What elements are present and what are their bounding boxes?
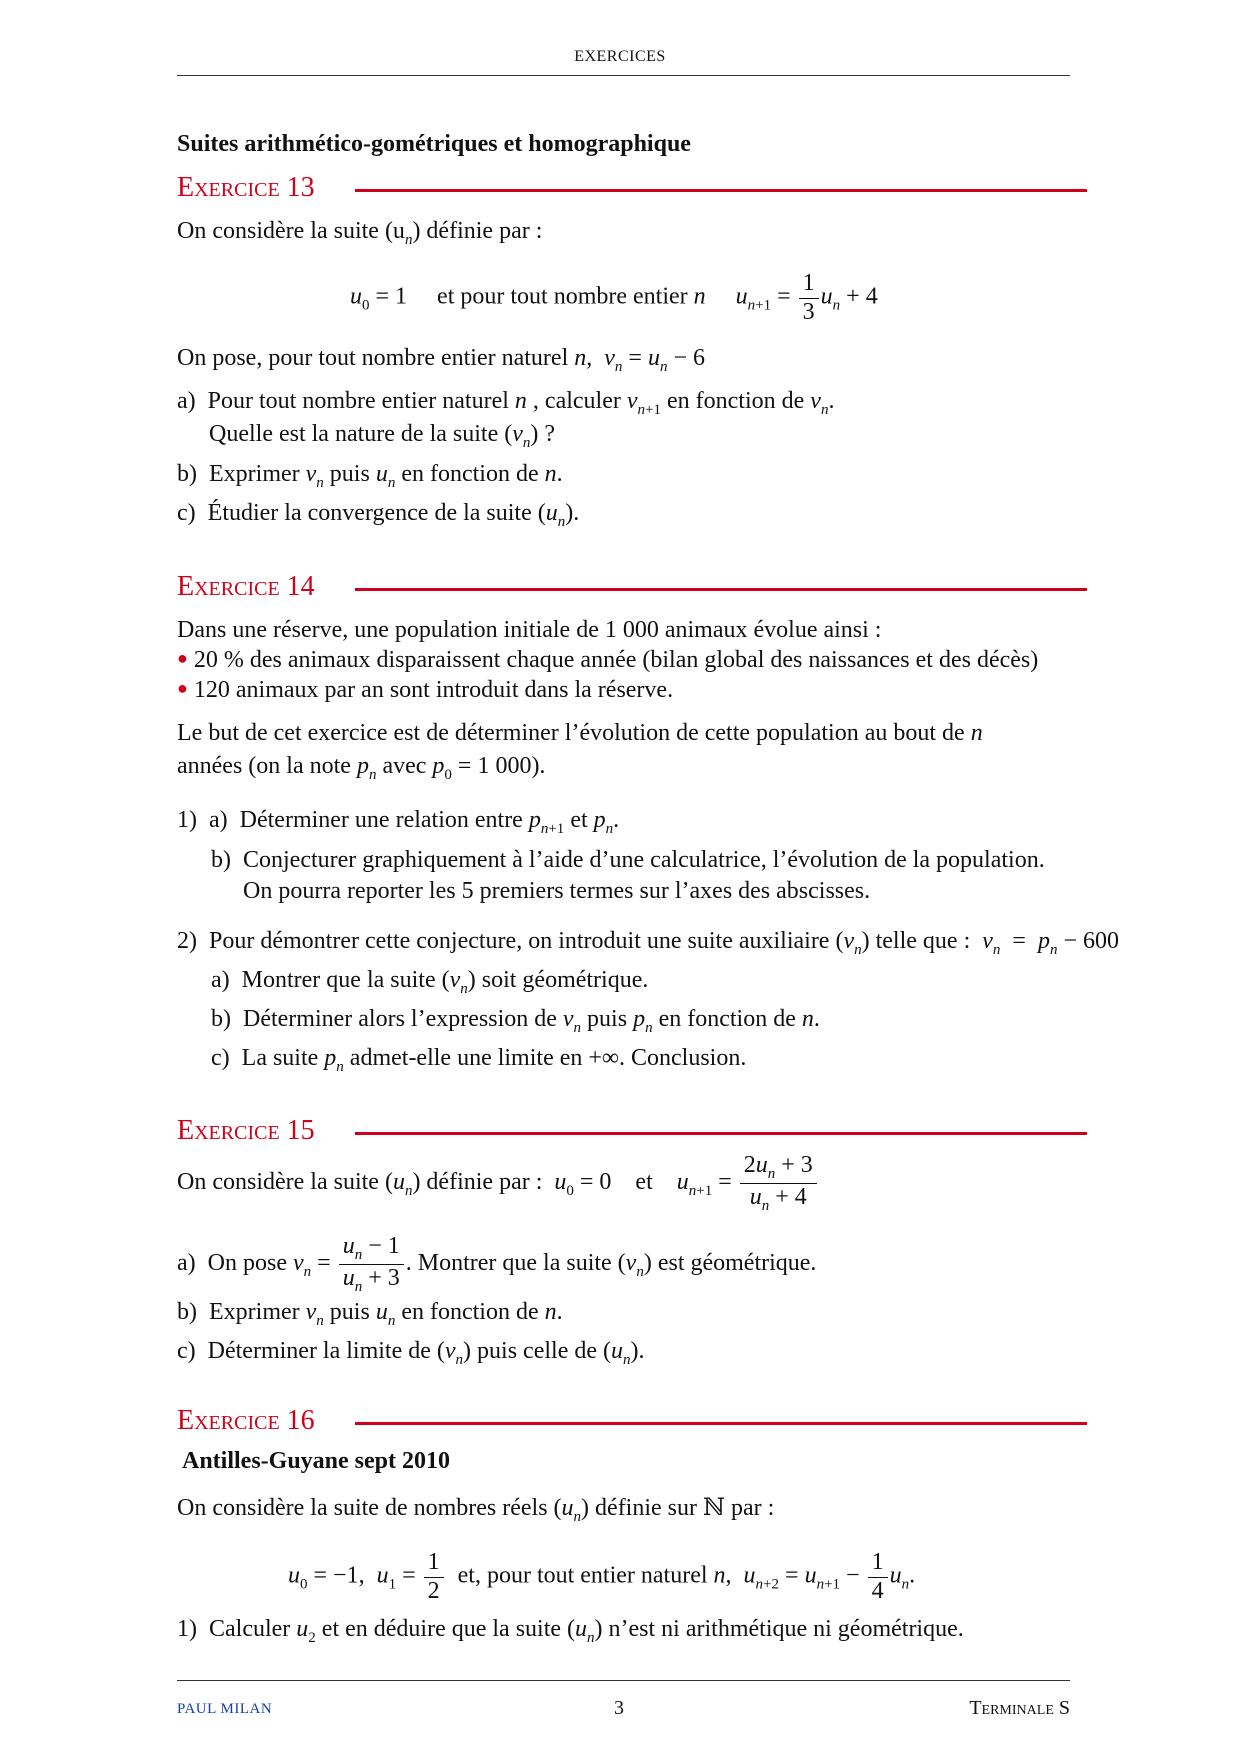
ex16-q1: 1) Calculer $u_2$ et en déduire que la suite $(u_n)$ n’est ni arithmétique ni géométrique. xyxy=(177,1616,964,1646)
exercise-16-rule xyxy=(355,1422,1087,1425)
ex14-q1b: b) Conjecturer graphiquement à l’aide d’une calculatrice, l’évolution de la population. xyxy=(211,847,1045,873)
fraction-recurrence: $\frac{2u_n + 3}{u_n + 4}$ xyxy=(740,1152,817,1215)
ex15-item-b: b) Exprimer $v_n$ puis $u_n$ en fonction de n. xyxy=(177,1299,563,1329)
section-title: Suites arithmético-gométriques et homographique xyxy=(177,131,691,157)
fraction-vn: $\frac{u_n - 1}{u_n + 3}$ xyxy=(339,1233,404,1296)
exercise-label: Exercice xyxy=(177,571,280,602)
exercise-label: Exercice xyxy=(177,1405,280,1436)
ex14-q1a: 1) a) Déterminer une relation entre $p_{n+1}$ et $p_n$. xyxy=(177,807,620,837)
exercise-label: Exercice xyxy=(177,1115,280,1146)
ex14-q2b: b) Déterminer alors l’expression de $v_n$ puis $p_n$ en fonction de n. xyxy=(211,1006,820,1036)
exercise-number: 16 xyxy=(286,1405,315,1436)
footer-rule xyxy=(177,1680,1070,1681)
ex13-item-a: a) Pour tout nombre entier naturel n , calculer $v_{n+1}$ en fonction de $v_n$. xyxy=(177,388,835,418)
ex15-item-c: c) Déterminer la limite de $(v_n)$ puis celle de $(u_n)$. xyxy=(177,1338,645,1368)
ex15-intro: On considère la suite $(u_n)$ définie par : $u_0 = 0$ et $u_{n+1}$ = $\frac{2u_n + 3}{u_n + 4}$ xyxy=(177,1152,819,1215)
ex13-item-c: c) Étudier la convergence de la suite $(u_n)$. xyxy=(177,500,580,530)
ex14-q2a: a) Montrer que la suite $(v_n)$ soit géométrique. xyxy=(211,967,649,997)
exercise-15-heading xyxy=(177,1115,315,1147)
ex14-q2: 2) Pour démontrer cette conjecture, on introduit une suite auxiliaire $(v_n)$ telle que : $v_n = p_n - 600$ xyxy=(177,928,1119,958)
exercise-14-heading xyxy=(177,571,315,603)
fraction-one-third: $\frac{1}{3}$ xyxy=(799,270,819,326)
ex15-item-a: a) On pose $v_n$ = $\frac{u_n - 1}{u_n + 3}$ . Montrer que la suite $(v_n)$ est géométrique. xyxy=(177,1233,817,1295)
ex16-intro: On considère la suite de nombres réels $(u_n)$ définie sur ℕ par : xyxy=(177,1495,775,1525)
ex14-goal-line2: années (on la note $p_n$ avec $p_0 = 1$ 000). xyxy=(177,753,546,783)
ex16-definition: $u_0 = -1$, $u_1$ = $\frac{1}{2}$ et, pour tout entier naturel n, $u_{n+2} = u_{n+1}$ − $\frac{1}{4}$ $u_n$. xyxy=(288,1549,916,1604)
ex14-q2c: c) La suite $p_n$ admet-elle une limite en +∞. Conclusion. xyxy=(211,1045,747,1075)
exercise-16-heading xyxy=(177,1405,315,1437)
ex13-definition: $u_0 = 1$ et pour tout nombre entier n $u_{n+1}$ = $\frac{1}{3}$ $u_n + 4$ xyxy=(350,270,878,325)
exercise-number: 14 xyxy=(286,571,315,602)
fraction-one-half: $\frac{1}{2}$ xyxy=(424,1549,444,1605)
page-header: EXERCICES xyxy=(574,48,666,65)
footer-author: PAUL MILAN xyxy=(177,1701,273,1717)
ex13-item-b: b) Exprimer $v_n$ puis $u_n$ en fonction de n. xyxy=(177,461,563,491)
ex14-intro: Dans une réserve, une population initiale de 1 000 animaux évolue ainsi : xyxy=(177,617,882,643)
ex16-source: Antilles-Guyane sept 2010 xyxy=(182,1448,451,1474)
ex14-q1b-line2: On pourra reporter les 5 premiers termes sur l’axes des abscisses. xyxy=(243,878,871,904)
ex14-bullet-2: ● 120 animaux par an sont introduit dans la réserve. xyxy=(177,677,674,703)
footer-page-number: 3 xyxy=(614,1697,624,1719)
exercise-number: 13 xyxy=(286,172,315,203)
exercise-14-rule xyxy=(355,588,1087,591)
ex13-pose: On pose, pour tout nombre entier naturel n, $v_n = u_n - 6$ xyxy=(177,345,705,375)
exercise-13-rule xyxy=(355,189,1087,192)
header-rule xyxy=(177,75,1070,76)
ex14-bullet-1: ● 20 % des animaux disparaissent chaque année (bilan global des naissances et des décès) xyxy=(177,647,1039,673)
ex13-item-a-line2: Quelle est la nature de la suite $(v_n)$ ? xyxy=(209,421,556,451)
exercise-15-rule xyxy=(355,1132,1087,1135)
fraction-one-quarter: $\frac{1}{4}$ xyxy=(868,1549,888,1605)
exercise-13-heading xyxy=(177,172,315,204)
bullet-icon: ● xyxy=(177,678,188,698)
exercise-label: Exercice xyxy=(177,172,280,203)
footer-class: Terminale S xyxy=(969,1697,1070,1719)
ex14-goal-line1: Le but de cet exercice est de déterminer l’évolution de cette population au bout de n xyxy=(177,720,983,746)
bullet-icon: ● xyxy=(177,648,188,668)
exercise-number: 15 xyxy=(286,1115,315,1146)
ex13-intro: On considère la suite $(u_n)$ définie par : xyxy=(177,218,543,248)
